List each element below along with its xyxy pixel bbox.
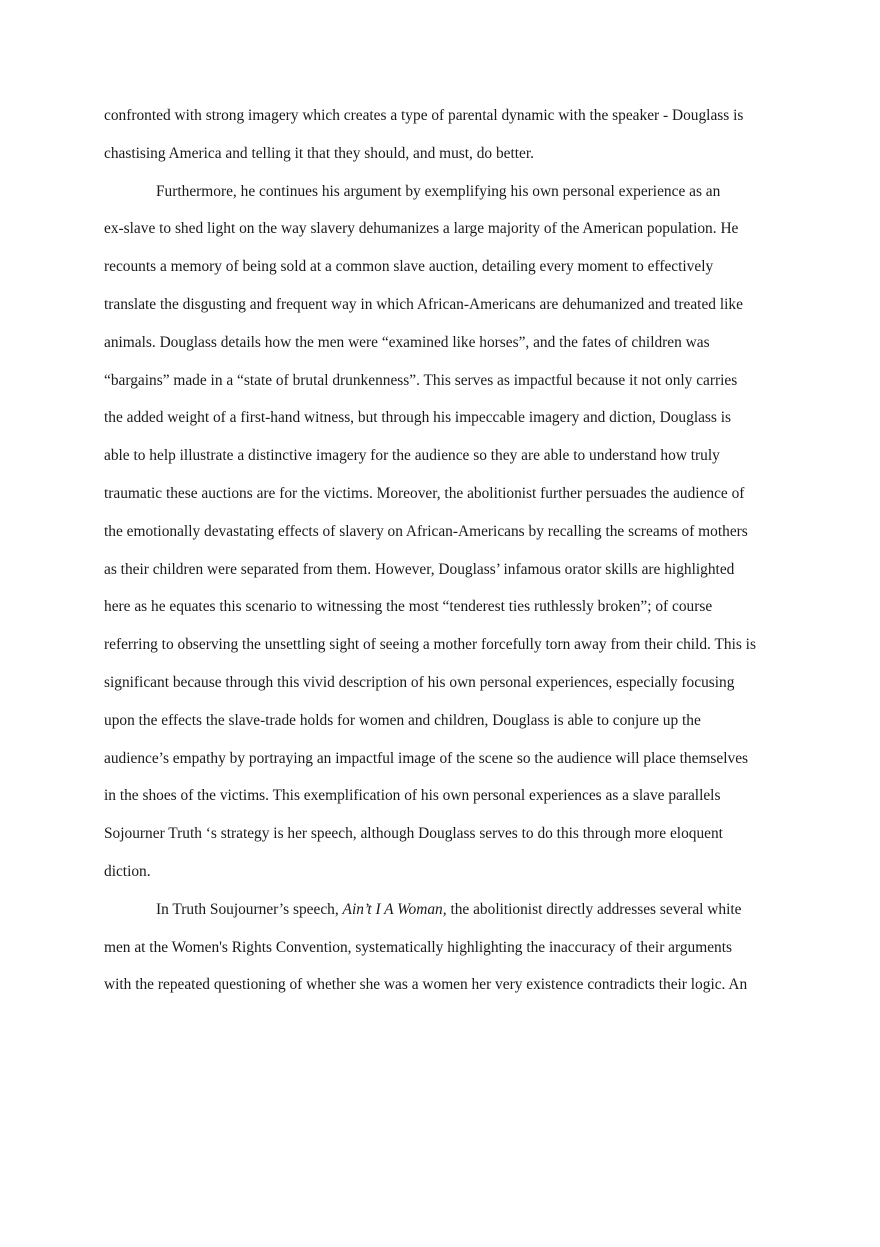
- text-line: able to help illustrate a distinctive imagery for the audience so they are able to understand how truly: [104, 447, 720, 465]
- text-line: upon the effects the slave-trade holds for women and children, Douglass is able to conjure up the: [104, 711, 701, 729]
- text-line: translate the disgusting and frequent way in which African-Americans are dehumanized and treated like: [104, 295, 743, 313]
- text-line: traumatic these auctions are for the victims. Moreover, the abolitionist further persuades the audience of: [104, 484, 745, 502]
- text-line: ex-slave to shed light on the way slavery dehumanizes a large majority of the American population. He: [104, 220, 739, 238]
- text-line: with the repeated questioning of whether she was a women her very existence contradicts their logic. An: [104, 976, 748, 994]
- text-line: in the shoes of the victims. This exemplification of his own personal experiences as a slave parallels: [104, 787, 721, 805]
- speech-title: Ain’t I A Woman,: [342, 900, 447, 918]
- text-line: here as he equates this scenario to witnessing the most “tenderest ties ruthlessly broken”; of course: [104, 598, 713, 616]
- text-segment: the abolitionist directly addresses several white: [446, 900, 742, 918]
- text-line: [104, 891, 776, 929]
- text-segment: In Truth Soujourner’s speech,: [156, 900, 343, 918]
- text-line: referring to observing the unsettling sight of seeing a mother forcefully torn away from their child. This is: [104, 636, 756, 654]
- text-line: confronted with strong imagery which creates a type of parental dynamic with the speaker - Douglass is: [104, 107, 744, 124]
- text-line: diction.: [104, 862, 151, 880]
- text-line: men at the Women's Rights Convention, systematically highlighting the inaccuracy of their arguments: [104, 938, 733, 956]
- text-line: “bargains” made in a “state of brutal drunkenness”. This serves as impactful because it not only carries: [104, 371, 738, 389]
- text-line: Sojourner Truth ‘s strategy is her speech, although Douglass serves to do this through more eloquent: [104, 825, 723, 843]
- text-line: as their children were separated from them. However, Douglass’ infamous orator skills are highlighted: [104, 560, 735, 578]
- paragraph-3: [104, 891, 776, 1004]
- text-line: the added weight of a first-hand witness, but through his impeccable imagery and diction, Douglass is: [104, 409, 732, 427]
- document-body: [104, 97, 776, 1004]
- paragraph-1: [104, 97, 776, 173]
- paragraph-2: [104, 173, 776, 891]
- text-line: animals. Douglass details how the men were “examined like horses”, and the fates of children was: [104, 333, 710, 351]
- text-line: significant because through this vivid description of his own personal experiences, especially focusing: [104, 673, 735, 691]
- text-line: Furthermore, he continues his argument by exemplifying his own personal experience as an: [156, 182, 721, 200]
- text-line: chastising America and telling it that they should, and must, do better.: [104, 144, 535, 162]
- text-line: audience’s empathy by portraying an impactful image of the scene so the audience will place themselves: [104, 749, 749, 767]
- text-line: the emotionally devastating effects of slavery on African-Americans by recalling the screams of mothers: [104, 522, 748, 540]
- text-line: recounts a memory of being sold at a common slave auction, detailing every moment to effectively: [104, 258, 714, 276]
